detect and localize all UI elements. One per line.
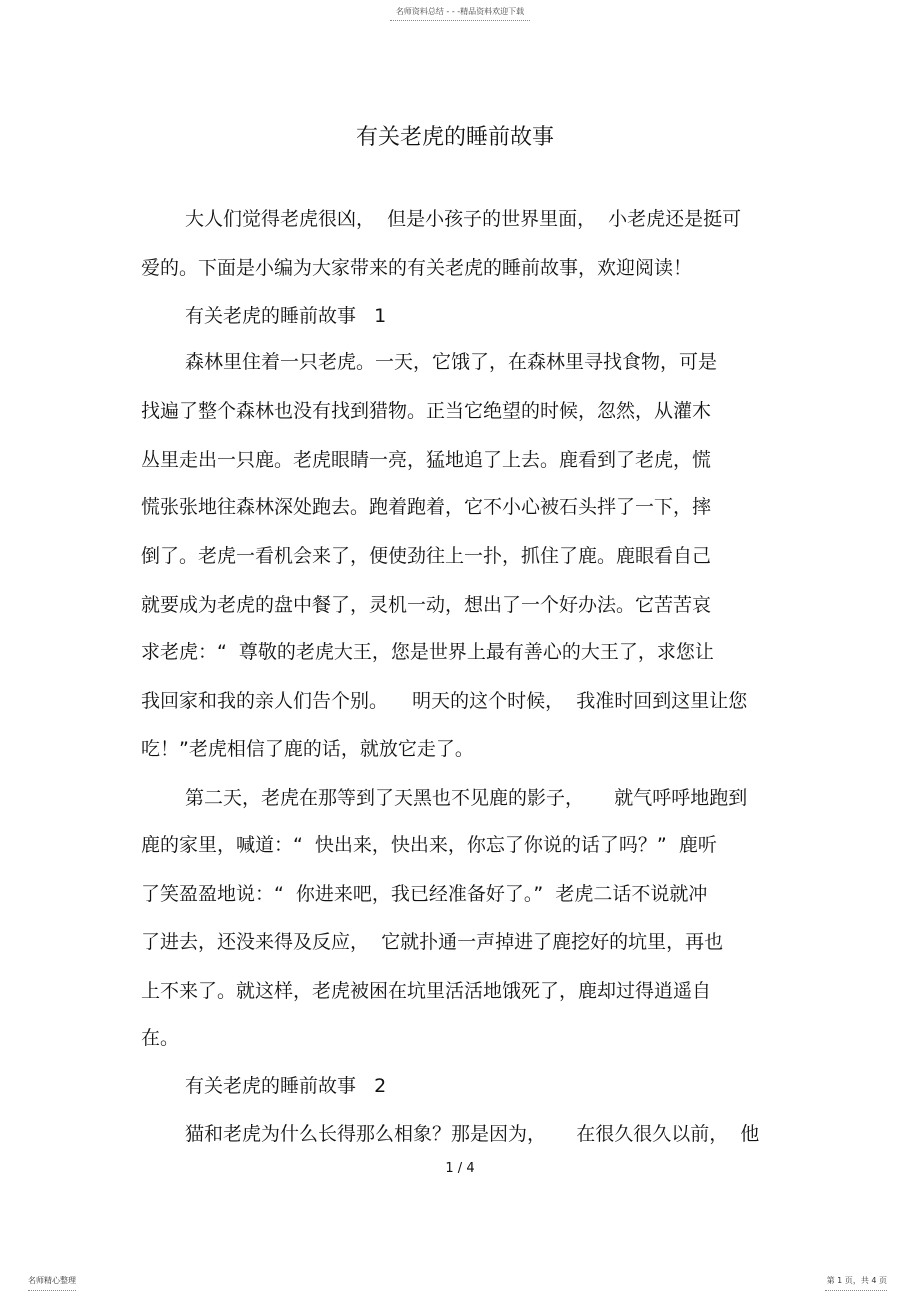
footer-right-divider <box>825 1290 887 1291</box>
page-number: 1 / 4 <box>445 1161 475 1176</box>
paragraph-line: 倒了。老虎一看机会来了，便使劲往上一扑，抓住了鹿。鹿眼看自己 <box>141 545 712 567</box>
paragraph-line: 我回家和我的亲人们告个别。 明天的这个时候， 我准时回到这里让您 <box>141 690 748 712</box>
paragraph-line: 了进去，还没来得及反应， 它就扑通一声掉进了鹿挖好的坑里，再也 <box>141 931 724 953</box>
paragraph-line: 第二天，老虎在那等到了天黑也不见鹿的影子， 就气呼呼地跑到 <box>185 787 748 809</box>
paragraph-line: 鹿的家里，喊道：“ 快出来，快出来，你忘了你说的话了吗？” 鹿听 <box>141 834 717 856</box>
paragraph-line: 爱的。下面是小编为大家带来的有关老虎的睡前故事，欢迎阅读！ <box>141 257 693 279</box>
section-heading: 有关老虎的睡前故事 2 <box>185 1075 387 1097</box>
header-note: 名师资料总结 - - -精品资料欢迎下载 <box>395 7 525 16</box>
footer-left-note: 名师精心整理 <box>28 1276 76 1285</box>
paragraph-line: 森林里住着一只老虎。一天，它饿了，在森林里寻找食物，可是 <box>185 351 718 373</box>
paragraph-line: 丛里走出一只鹿。老虎眼睛一亮，猛地追了上去。鹿看到了老虎，慌 <box>141 449 712 471</box>
document-title: 有关老虎的睡前故事 <box>355 125 554 150</box>
paragraph-line: 吃！”老虎相信了鹿的话，就放它走了。 <box>141 738 474 760</box>
paragraph-line: 找遍了整个森林也没有找到猎物。正当它绝望的时候，忽然，从灌木 <box>141 400 712 422</box>
paragraph-line: 上不来了。就这样，老虎被困在坑里活活地饿死了，鹿却过得逍遥自 <box>141 980 712 1002</box>
paragraph-line: 慌张张地往森林深处跑去。跑着跑着，它不小心被石头拌了一下，摔 <box>141 496 712 518</box>
paragraph-line: 在。 <box>141 1027 180 1049</box>
header-divider <box>390 20 530 21</box>
paragraph-line: 就要成为老虎的盘中餐了，灵机一动，想出了一个好办法。它苦苦哀 <box>141 594 712 616</box>
section-heading: 有关老虎的睡前故事 1 <box>185 305 387 327</box>
paragraph-line: 猫和老虎为什么长得那么相象？那是因为， 在很久很久以前， 他 <box>185 1123 760 1145</box>
paragraph-line: 了笑盈盈地说：“ 你进来吧，我已经准备好了。” 老虎二话不说就冲 <box>141 883 708 905</box>
footer-page-info: 第 1 页，共 4 页 <box>826 1276 887 1285</box>
footer-left-divider <box>28 1290 76 1291</box>
paragraph-line: 求老虎：“ 尊敬的老虎大王，您是世界上最有善心的大王了，求您让 <box>141 641 714 663</box>
paragraph-line: 大人们觉得老虎很凶， 但是小孩子的世界里面， 小老虎还是挺可 <box>185 208 742 230</box>
